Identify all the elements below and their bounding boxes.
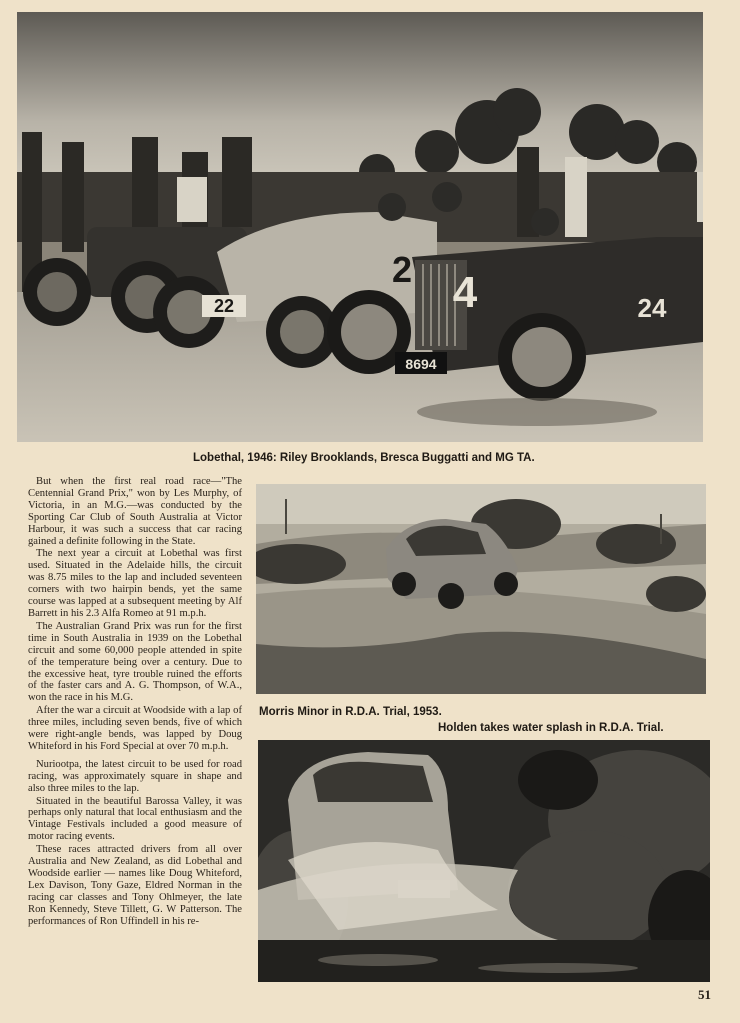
- photo-holden-water-splash: [258, 740, 710, 982]
- body-paragraph: After the war a circuit at Woodside with a lap of three miles, including seven bends, five of which were right-angle bends, was lapped by Doug Whiteford in his Ford Special at over 70 m.p.h.: [28, 705, 242, 752]
- photo-morris-minor: [256, 484, 706, 694]
- bugatti-race-number: 2: [391, 249, 413, 290]
- body-paragraph: The Australian Grand Prix was run for the first time in South Australia in 1939 on the Lobethal circuit and some 60,000 people attended in spite of the temperature being over a century. Due to the excessive heat, tyre trouble ruined the efforts of the faster cars and A. G. Thompson, of W.A., won the race in his M.G.: [28, 620, 242, 704]
- mg-side-number: 24: [637, 293, 667, 323]
- photo-lobethal-1946: [17, 12, 703, 442]
- body-paragraph: Nuriootpa, the latest circuit to be used for road racing, was approximately square in shape and also three miles to the lap.: [28, 758, 242, 794]
- page-number: 51: [698, 987, 711, 1002]
- caption-morris-minor: Morris Minor in R.D.A. Trial, 1953.: [259, 706, 442, 718]
- mg-race-number: 4: [452, 268, 478, 317]
- caption-lobethal: Lobethal, 1946: Riley Brooklands, Bresca Buggatti and MG TA.: [193, 452, 535, 464]
- article-text-column: [28, 476, 242, 929]
- body-paragraph: Situated in the beautiful Barossa Valley, it was perhaps only natural that local enthusiasm and the Vintage Festivals included a good measure of motor racing events.: [28, 795, 242, 843]
- mg-plate-number: 8694: [405, 356, 437, 372]
- body-paragraph: But when the first real road race—"The Centennial Grand Prix," won by Les Murphy, of Victoria, in an M.G.—was conducted by the Sporting Car Club of South Australia at Victor Harbour, it was such a success that car racing gained a definite following in the State.: [28, 476, 242, 547]
- body-paragraph: The next year a circuit at Lobethal was first used. Situated in the Adelaide hills, the circuit was 8.75 miles to the lap and included seventeen corners with two hairpin bends, yet the same course was lapped at a subsequent meeting by Alf Barrett in his 2.3 Alfa Romeo at 91 m.p.h.: [28, 548, 242, 619]
- bugatti-plate-number: 22: [213, 296, 235, 316]
- body-paragraph: These races attracted drivers from all over Australia and New Zealand, as did Lobethal and Woodside earlier — names like Doug Whiteford, Lex Davison, Tony Gaze, Eldred Norman in the racing car classes and Tony Ohlmeyer, the late Ron Kennedy, Steve Tillett, G. W Patterson. The performances of Ron Uffindell in his re-: [28, 844, 242, 927]
- caption-holden: Holden takes water splash in R.D.A. Trial.: [438, 722, 664, 734]
